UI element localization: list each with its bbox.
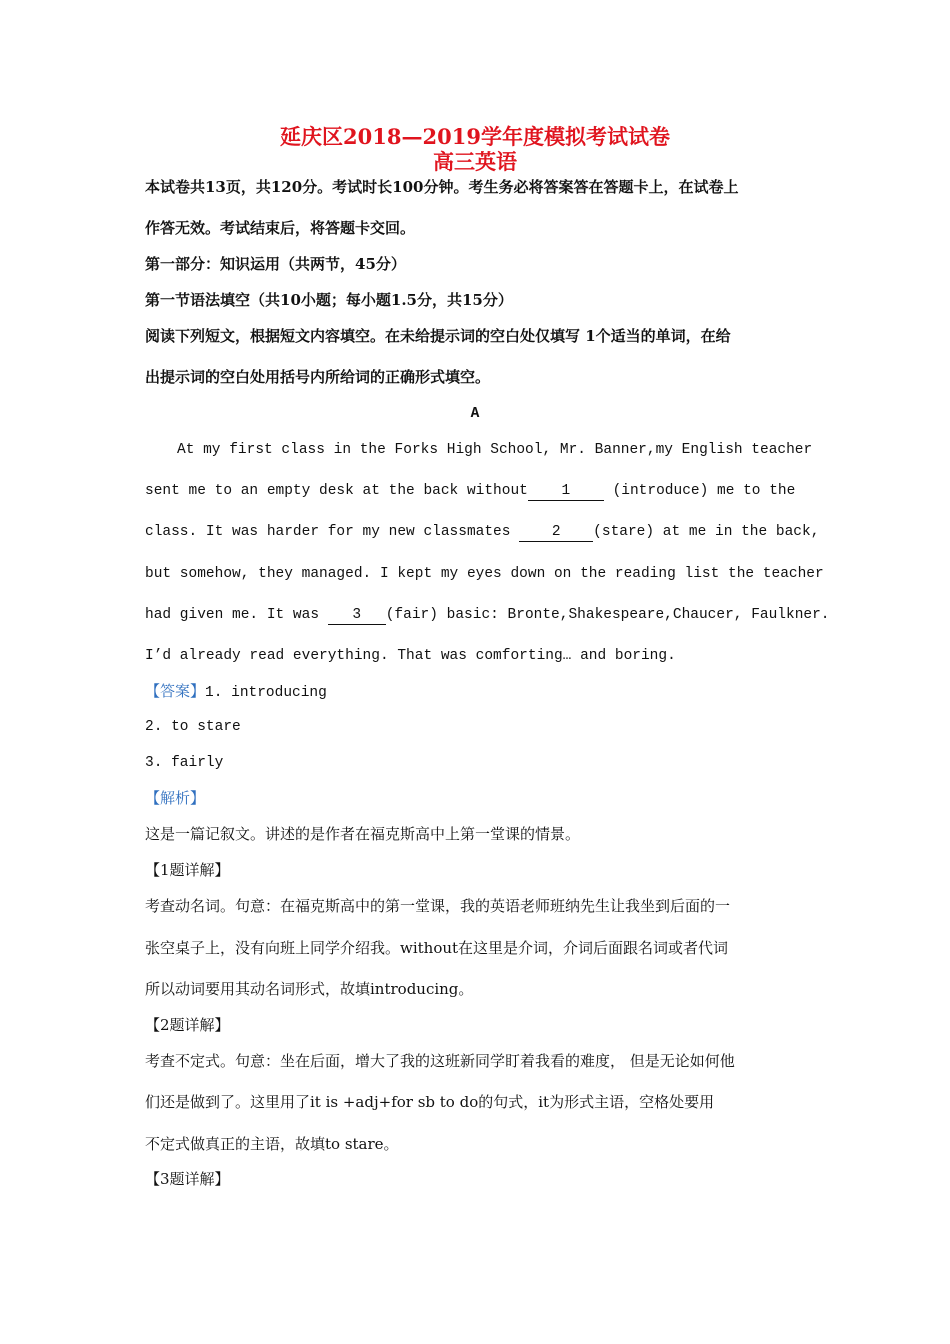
- passage-line-2-text-a: sent me to an empty desk at the back without: [145, 483, 528, 499]
- passage-line-3-text-a: class. It was harder for my new classmates: [145, 524, 520, 540]
- passage-label: A: [470, 406, 480, 422]
- section-heading: 第一节语法填空（共10小题；每小题1.5分，共15分）: [145, 291, 513, 309]
- analysis-summary: 这是一篇记叙文。讲述的是作者在福克斯高中上第一堂课的情景。: [145, 825, 581, 843]
- instruction-line-2: 出提示词的空白处用括号内所给词的正确形式填空。: [145, 368, 491, 386]
- analysis-tag: 【解析】: [145, 789, 206, 807]
- intro-line-2: 作答无效。考试结束后，将答题卡交回。: [145, 219, 416, 237]
- document-title: 延庆区2018—2019学年度模拟考试试卷: [280, 124, 670, 149]
- detail-1-heading: 【1题详解】: [145, 861, 230, 879]
- answer-1: 1. introducing: [205, 685, 327, 701]
- intro-line-1: 本试卷共13页，共120分。考试时长100分钟。考生务必将答案答在答题卡上，在试卷上: [145, 178, 739, 196]
- detail-1-line-1: 考查动名词。句意：在福克斯高中的第一堂课，我的英语老师班纳先生让我坐到后面的一: [145, 897, 731, 915]
- detail-1-line-2: 张空桌子上，没有向班上同学介绍我。without在这里是介词，介词后面跟名词或者代词: [145, 939, 729, 957]
- detail-2-line-3: 不定式做真正的主语，故填to stare。: [145, 1135, 399, 1153]
- blank-2: 2: [519, 524, 593, 542]
- detail-2-heading: 【2题详解】: [145, 1016, 230, 1034]
- passage-line-4: but somehow, they managed. I kept my eyes down on the reading list the teacher: [145, 566, 824, 582]
- answer-line: [145, 681, 327, 703]
- instruction-line-1: 阅读下列短文，根据短文内容填空。在未给提示词的空白处仅填写 1个适当的单词，在给: [145, 327, 731, 345]
- detail-2-line-2: 们还是做到了。这里用了it is +adj+for sb to do的句式，it为形式主语，空格处要用: [145, 1093, 715, 1111]
- answer-tag: 【答案】: [145, 682, 206, 700]
- passage-line-2: [145, 481, 795, 501]
- passage-line-3: [145, 522, 819, 542]
- passage-line-5-text-b: (fair) basic: Bronte,Shakespeare,Chaucer, Faulkner.: [385, 607, 830, 623]
- passage-line-5-text-a: had given me. It was: [145, 607, 328, 623]
- detail-3-heading: 【3题详解】: [145, 1170, 230, 1188]
- passage-line-5: [145, 605, 830, 625]
- blank-3: 3: [328, 607, 386, 625]
- passage-line-2-text-b: (introduce) me to the: [603, 483, 796, 499]
- passage-line-1: At my first class in the Forks High School, Mr. Banner,my English teacher: [177, 442, 813, 458]
- part-heading: 第一部分：知识运用（共两节，45分）: [145, 255, 406, 273]
- passage-line-3-text-b: (stare) at me in the back,: [593, 524, 820, 540]
- blank-1: 1: [528, 483, 604, 501]
- passage-line-6: I’d already read everything. That was comforting… and boring.: [145, 648, 676, 664]
- detail-1-line-3: 所以动词要用其动名词形式，故填introducing。: [145, 980, 474, 998]
- answer-2: 2. to stare: [145, 719, 241, 735]
- detail-2-line-1: 考查不定式。句意：坐在后面，增大了我的这班新同学盯着我看的难度， 但是无论如何他: [145, 1052, 735, 1070]
- answer-3: 3. fairly: [145, 755, 224, 771]
- document-subtitle: 高三英语: [433, 149, 517, 174]
